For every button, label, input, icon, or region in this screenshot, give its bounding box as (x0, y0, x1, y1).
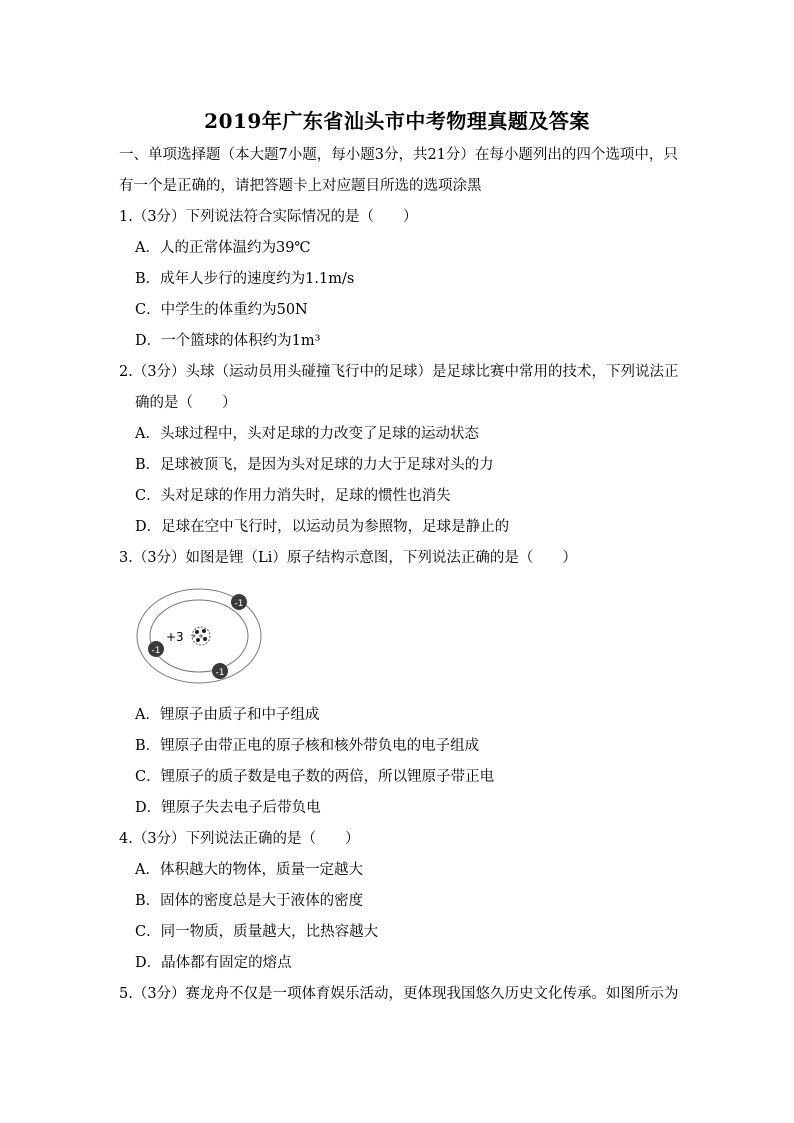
electron-left (148, 641, 164, 657)
question-2-option-d: D．足球在空中飞行时，以运动员为参照物，足球是静止的 (135, 519, 510, 535)
question-3-stem: 3.（3分）如图是锂（Li）原子结构示意图，下列说法正确的是（ ） (119, 550, 577, 566)
nucleus-charge-label: +3 (166, 630, 184, 644)
electron-bottom-right (212, 663, 228, 679)
question-1-option-b: B．成年人步行的速度约为1.1m/s (135, 271, 355, 287)
question-3-option-c: C．锂原子的质子数是电子数的两倍，所以锂原子带正电 (135, 769, 495, 785)
question-2-option-a: A．头球过程中，头对足球的力改变了足球的运动状态 (135, 426, 479, 442)
section-header-line-2: 有一个是正确的，请把答题卡上对应题目所选的选项涂黑 (119, 178, 482, 194)
question-2-stem-line-2: 确的是（ ） (135, 395, 237, 411)
section-header-line-1: 一、单项选择题（本大题7小题，每小题3分，共21分）在每小题列出的四个选项中，只 (119, 147, 678, 163)
question-3-option-d: D．锂原子失去电子后带负电 (135, 800, 321, 816)
question-1-option-c: C．中学生的体重约为50N (135, 302, 308, 318)
question-3-option-b: B．锂原子由带正电的原子核和核外带负电的电子组成 (135, 738, 480, 754)
question-1-stem: 1.（3分）下列说法符合实际情况的是（ ） (119, 209, 418, 225)
page-title: 2019年广东省汕头市中考物理真题及答案 (204, 109, 590, 133)
electron-label: -1 (215, 668, 225, 678)
nucleus (192, 627, 210, 645)
electron-top-right (231, 594, 247, 610)
question-1-option-d: D．一个篮球的体积约为1m³ (135, 333, 321, 349)
question-5-stem: 5.（3分）赛龙舟不仅是一项体育娱乐活动，更体现我国悠久历史文化传承。如图所示为 (119, 986, 679, 1002)
question-1-option-a: A．人的正常体温约为39℃ (135, 240, 311, 256)
question-2-option-b: B．足球被顶飞，是因为头对足球的力大于足球对头的力 (135, 457, 494, 473)
question-4-option-b: B．固体的密度总是大于液体的密度 (135, 893, 364, 909)
question-4-option-d: D．晶体都有固定的熔点 (135, 955, 292, 971)
question-3-option-a: A．锂原子由质子和中子组成 (135, 707, 320, 723)
lithium-atom-diagram (134, 586, 264, 686)
electron-label: -1 (151, 646, 161, 656)
electron-label: -1 (234, 599, 244, 609)
question-2-option-c: C．头对足球的作用力消失时，足球的惯性也消失 (135, 488, 451, 504)
question-2-stem-line-1: 2.（3分）头球（运动员用头碰撞飞行中的足球）是足球比赛中常用的技术，下列说法正 (119, 364, 679, 380)
question-4-option-c: C．同一物质，质量越大，比热容越大 (135, 924, 379, 940)
question-4-option-a: A．体积越大的物体，质量一定越大 (135, 862, 363, 878)
question-4-stem: 4.（3分）下列说法正确的是（ ） (119, 831, 360, 847)
